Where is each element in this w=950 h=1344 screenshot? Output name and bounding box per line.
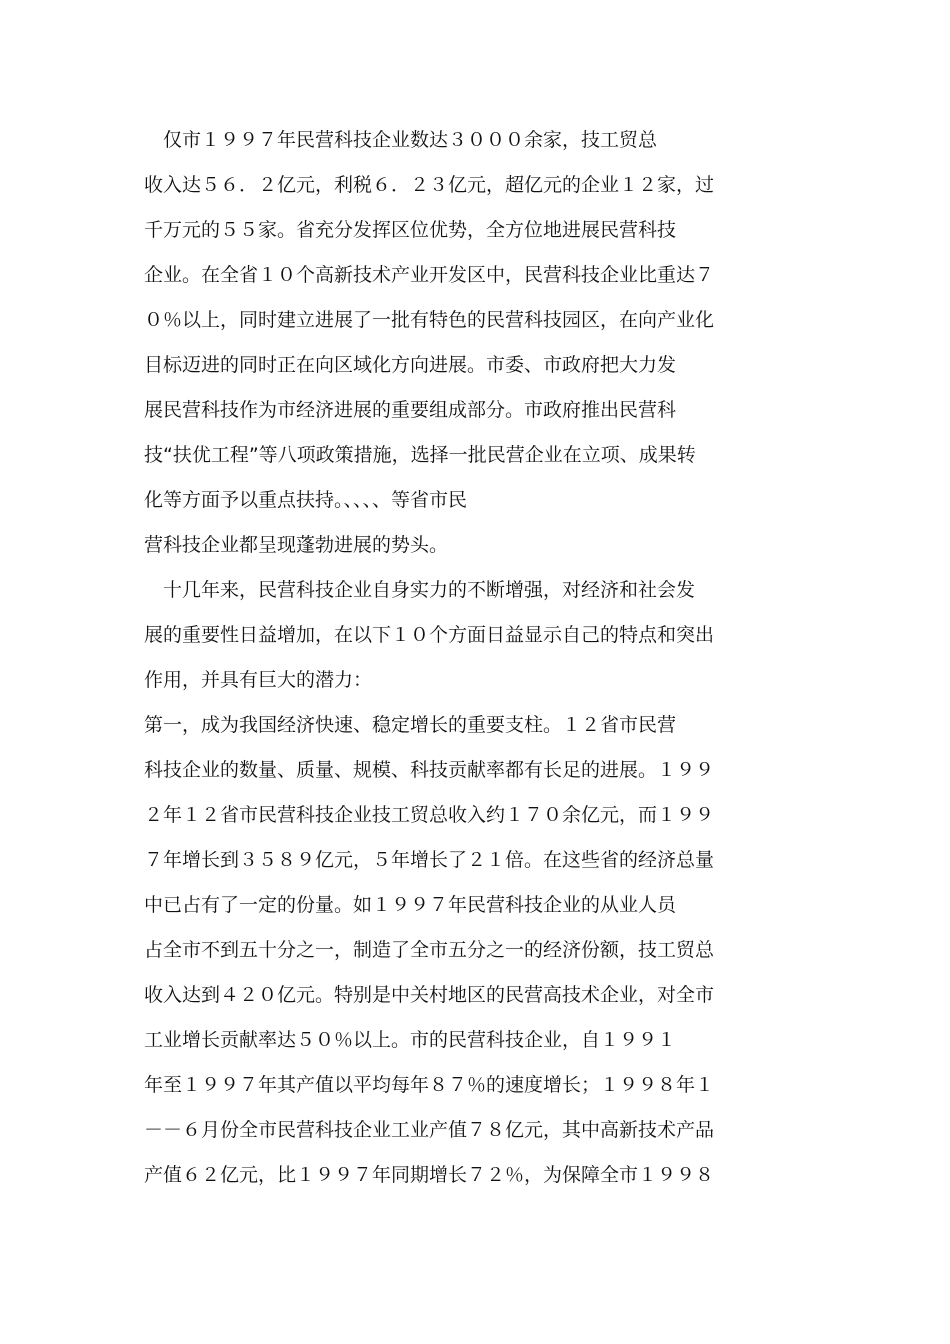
text-line: 展的重要性日益增加，在以下１０个方面日益显示自己的特点和突出 (144, 624, 715, 646)
text-line: 企业。在全省１０个高新技术产业开发区中，民营科技企业比重达７ (144, 264, 715, 286)
text-line: 占全市不到五十分之一，制造了全市五分之一的经济份额，技工贸总 (144, 939, 715, 961)
text-line: ０％以上，同时建立进展了一批有特色的民营科技园区，在向产业化 (144, 309, 715, 331)
text-line: 技“扶优工程”等八项政策措施，选择一批民营企业在立项、成果转 (144, 444, 696, 466)
text-line: 展民营科技作为市经济进展的重要组成部分。市政府推出民营科 (144, 399, 677, 421)
text-line: 工业增长贡献率达５０％以上。市的民营科技企业，自１９９１ (144, 1029, 677, 1051)
text-line: 收入达到４２０亿元。特别是中关村地区的民营高技术企业，对全市 (144, 984, 715, 1006)
text-line: 年至１９９７年其产值以平均每年８７％的速度增长；１９９８年１ (144, 1074, 715, 1096)
text-line: ７年增长到３５８９亿元，５年增长了２１倍。在这些省的经济总量 (144, 849, 715, 871)
text-line: 第一，成为我国经济快速、稳定增长的重要支柱。１２省市民营 (144, 714, 677, 736)
text-line: 千万元的５５家。省充分发挥区位优势，全方位地进展民营科技 (144, 219, 677, 241)
text-line: 作用，并具有巨大的潜力： (144, 669, 373, 691)
text-line: 中已占有了一定的份量。如１９９７年民营科技企业的从业人员 (144, 894, 677, 916)
text-line: 目标迈进的同时正在向区域化方向进展。市委、市政府把大力发 (144, 354, 677, 376)
text-line: 营科技企业都呈现蓬勃进展的势头。 (144, 534, 449, 556)
text-line: 十几年来，民营科技企业自身实力的不断增强，对经济和社会发 (144, 579, 696, 601)
text-line: 收入达５６．２亿元，利税６．２３亿元，超亿元的企业１２家，过 (144, 174, 715, 196)
text-line: －－６月份全市民营科技企业工业产值７８亿元，其中高新技术产品 (144, 1119, 715, 1141)
text-line: 产值６２亿元，比１９９７年同期增长７２％，为保障全市１９９８ (144, 1164, 715, 1186)
text-line: ２年１２省市民营科技企业技工贸总收入约１７０余亿元，而１９９ (144, 804, 715, 826)
text-line: 仅市１９９７年民营科技企业数达３０００余家，技工贸总 (144, 129, 658, 151)
text-line: 化等方面予以重点扶持。、、、、等省市民 (144, 489, 468, 511)
text-line: 科技企业的数量、质量、规模、科技贡献率都有长足的进展。１９９ (144, 759, 715, 781)
